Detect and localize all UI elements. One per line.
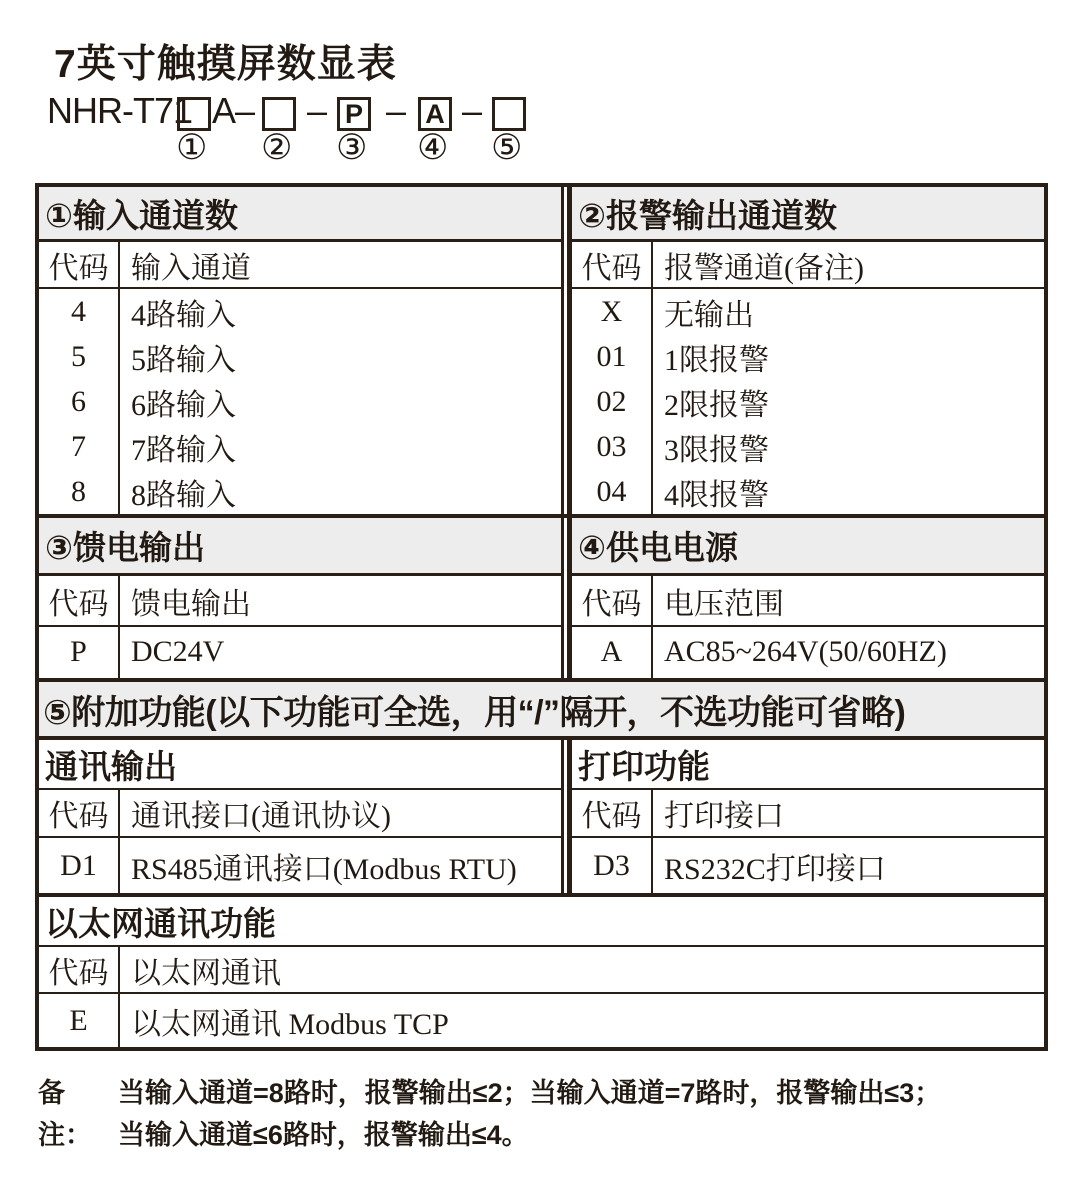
model-box-1: [177, 97, 211, 131]
value-cell: 无输出: [664, 298, 754, 332]
value-cell: 1限报警: [664, 343, 769, 377]
code-cell: 03: [596, 429, 627, 463]
code-column: [572, 289, 653, 514]
code-cell: 01: [596, 339, 627, 373]
code-cell: 04: [596, 474, 627, 508]
section4-column-headers: [572, 576, 1044, 625]
model-dash-1: –: [307, 90, 327, 131]
value-column: [653, 289, 1044, 514]
value-header: 报警通道(备注): [664, 251, 864, 285]
section-ethernet: [39, 897, 1044, 1047]
value-cell: 8路输入: [131, 478, 236, 512]
ethernet-title: 以太网通讯功能: [39, 897, 1044, 945]
code-header: 代码: [39, 790, 120, 836]
position-marker-5: ⑤: [491, 128, 523, 168]
value-header: 打印接口: [664, 800, 784, 833]
code-cell: X: [600, 294, 623, 328]
position-marker-4: ④: [417, 128, 449, 168]
value-column: [653, 627, 1044, 678]
section-comm-output: [39, 740, 564, 893]
page-title: 7英寸触摸屏数显表: [54, 43, 397, 86]
model-box-4: A: [418, 97, 452, 131]
section1-data: [39, 289, 561, 514]
footnote-text: [118, 1072, 941, 1156]
section-row-3: [39, 740, 1044, 893]
code-column: [39, 838, 120, 893]
footnote-label: 备注：: [38, 1078, 92, 1150]
code-column: [572, 838, 653, 893]
model-box-5: [492, 97, 526, 131]
value-header: 馈电输出: [131, 587, 251, 621]
value-cell: RS485通讯接口(Modbus RTU): [131, 852, 517, 886]
section-power-supply: [567, 518, 1044, 678]
value-column: [120, 289, 561, 514]
model-box-3: P: [337, 97, 371, 131]
print-title: 打印功能: [572, 740, 1044, 788]
section3-title: ③馈电输出: [39, 518, 561, 573]
spec-table: [35, 183, 1048, 1051]
model-dash-3: –: [462, 90, 482, 131]
code-cell: 5: [71, 339, 86, 373]
value-column: [120, 994, 1044, 1047]
value-cell: DC24V: [131, 635, 225, 669]
code-column: [39, 994, 120, 1047]
value-cell: AC85~264V(50/60HZ): [664, 635, 947, 669]
footnote: [38, 1072, 941, 1156]
code-header: 代码: [39, 242, 120, 287]
code-cell: 7: [71, 429, 86, 463]
section4-data: [572, 627, 1044, 678]
section1-title: ①输入通道数: [39, 187, 561, 239]
value-column: [120, 627, 561, 678]
section2-column-headers: [572, 242, 1044, 287]
code-cell: 4: [71, 294, 86, 328]
code-header: 代码: [572, 242, 653, 287]
model-dash-2: –: [386, 90, 406, 131]
value-cell: 以太网通讯 Modbus TCP: [131, 1007, 449, 1041]
position-marker-3: ③: [336, 128, 368, 168]
section4-title: ④供电电源: [572, 518, 1044, 573]
code-cell: D1: [60, 848, 97, 882]
value-cell: 3限报警: [664, 433, 769, 467]
value-header: 以太网通讯: [131, 956, 281, 990]
ethernet-data: [39, 994, 1044, 1047]
code-column: [572, 627, 653, 678]
code-cell: D3: [593, 848, 630, 882]
code-column: [39, 289, 120, 514]
value-cell: 7路输入: [131, 433, 236, 467]
value-cell: 2限报警: [664, 388, 769, 422]
section-excitation-output: [39, 518, 564, 678]
section3-column-headers: [39, 576, 561, 625]
print-column-headers: [572, 790, 1044, 836]
position-marker-2: ②: [261, 128, 293, 168]
section-input-channels: [39, 187, 564, 514]
comm-title: 通讯输出: [39, 740, 561, 788]
ethernet-column-headers: [39, 947, 1044, 992]
value-cell: 4限报警: [664, 478, 769, 512]
position-marker-1: ①: [176, 128, 208, 168]
footnote-line-1: 当输入通道=8路时，报警输出≤2；当输入通道=7路时，报警输出≤3；: [118, 1078, 942, 1108]
code-cell: A: [600, 635, 623, 669]
code-cell: E: [69, 1003, 88, 1037]
value-header: 输入通道: [131, 251, 251, 285]
value-header: 电压范围: [664, 587, 784, 621]
code-cell: 6: [71, 384, 86, 418]
code-column: [39, 627, 120, 678]
model-text-a: A–: [212, 90, 255, 131]
value-column: [653, 838, 1044, 893]
code-header: 代码: [39, 947, 120, 992]
code-cell: 8: [71, 474, 86, 508]
section2-title: ②报警输出通道数: [572, 187, 1044, 239]
value-cell: 5路输入: [131, 343, 236, 377]
comm-data: [39, 838, 561, 893]
code-cell: P: [70, 635, 87, 669]
code-cell: 02: [596, 384, 627, 418]
code-header: 代码: [39, 576, 120, 625]
value-cell: 6路输入: [131, 388, 236, 422]
value-column: [120, 838, 561, 893]
code-header: 代码: [572, 790, 653, 836]
value-header: 通讯接口(通讯协议): [131, 800, 391, 833]
section5-title: ⑤附加功能(以下功能可全选，用“/”隔开，不选功能可省略): [39, 682, 1044, 736]
model-box-2: [262, 97, 296, 131]
section1-column-headers: [39, 242, 561, 287]
print-data: [572, 838, 1044, 893]
section-print-function: [567, 740, 1044, 893]
code-header: 代码: [572, 576, 653, 625]
model-prefix: NHR-T71: [47, 90, 193, 131]
section-alarm-channels: [567, 187, 1044, 514]
comm-column-headers: [39, 790, 561, 836]
footnote-line-2: 当输入通道≤6路时，报警输出≤4。: [118, 1120, 529, 1150]
section-row-1: [39, 187, 1044, 514]
value-cell: 4路输入: [131, 298, 236, 332]
section3-data: [39, 627, 561, 678]
section2-data: [572, 289, 1044, 514]
section-row-2: [39, 518, 1044, 678]
value-cell: RS232C打印接口: [664, 852, 886, 886]
